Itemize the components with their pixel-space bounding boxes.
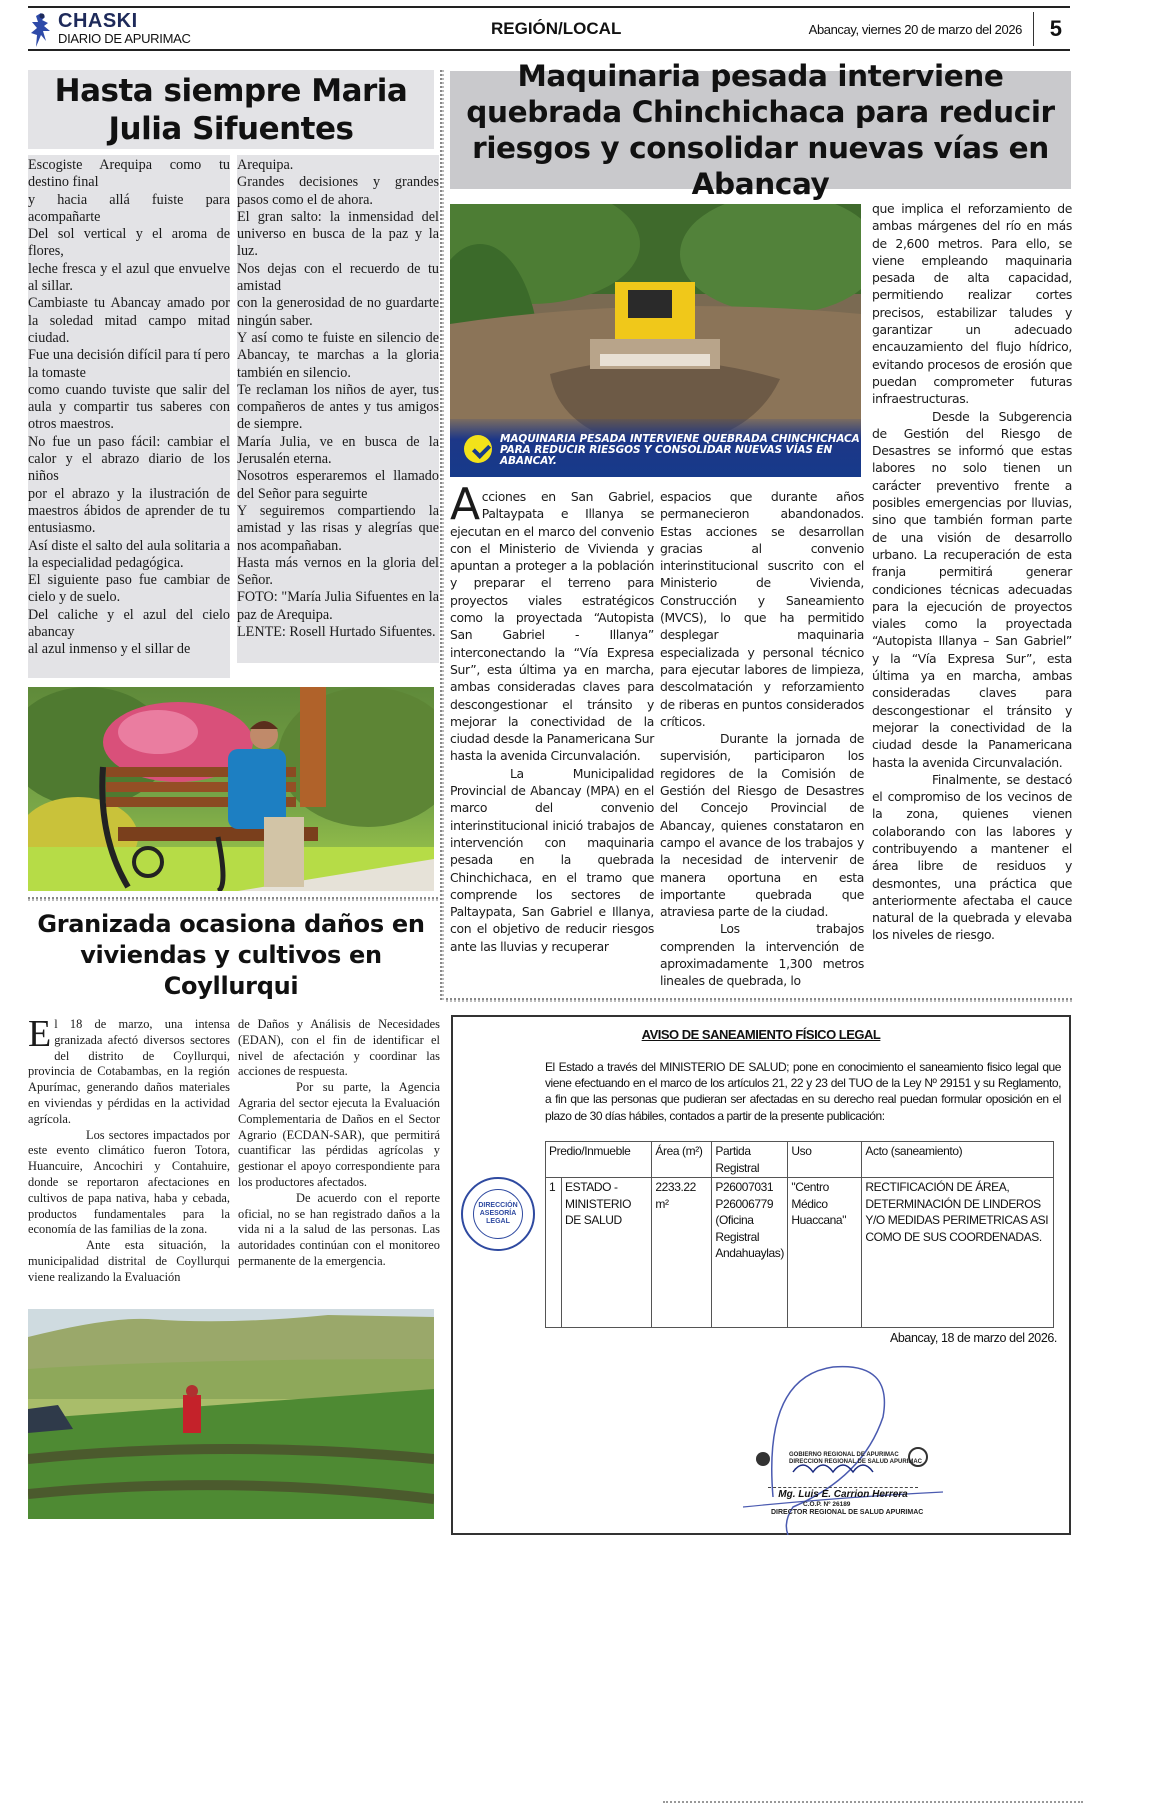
notice-date: Abancay, 18 de marzo del 2026. [889,1331,1057,1345]
drop-cap: A [450,479,480,530]
poem-line: El gran salto: la inmensidad del universo en busca de la paz y la luz. [237,208,439,260]
poem-line: y hacia allá fuiste para acompañarte [28,191,230,225]
column-header: Acto (saneamiento) [862,1142,1054,1178]
paragraph: Los trabajos comprenden la intervención de aproximadamente 1,300 metros lineales de quebrada, lo [660,921,864,989]
machinery-column-3 [872,200,1072,944]
masthead [28,6,1070,51]
paragraph: Desde la Subgerencia de Gestión del Riesgo de Desastres se informó que estas labores no solo tienen un carácter preventivo frente a posibles emergencias por lluvias, sino que también forman parte de una visión de desarrollo urbano. La recuperación de esta franja permitirá generar condiciones técnicas adecuadas para la ejecución de proyectos viales como la proyectada “Autopista Illanya – San Gabriel” y la “Vía Expresa Sur”, esta última ya en marcha, ambas consideradas claves para descongestionar el tránsito y mejorar la conectividad de la ciudad desde la Panamericana hasta la avenida Circunvalación. [872,408,1072,770]
bench-photo-image [28,687,434,891]
poem-line: No fue un paso fácil: cambiar el calor y el abrazo diario de los niños [28,433,230,485]
article-separator [28,897,438,901]
signature-block [743,1357,943,1535]
poem-column-1 [28,155,230,678]
property-table [545,1141,1054,1328]
paragraph: l 18 de marzo, una intensa granizada afectó diversos sectores del distrito de Coyllurqui, provincia de Cotabambas, en la región Apurímac, generando daños materiales en viviendas y pérdidas en la actividad agrícola. [28,1017,230,1126]
article-separator [446,998,1072,1002]
hail-column-1 [28,1013,230,1286]
row-number: 1 [546,1178,562,1328]
table-header-row [546,1142,1054,1178]
section-label: REGIÓN/LOCAL [491,19,622,38]
photo-credit: FOTO: "María Julia Sifuentes en la paz de Arequipa. [237,589,439,623]
poem-column-2 [237,155,439,663]
poem-line: Fue una decisión difícil para tí pero la tomaste [28,347,230,381]
poem-line: con la generosidad de no guardarte ningún saber. [237,295,439,329]
paragraph: Finalmente, se destacó el compromiso de los vecinos de la zona, quienes vienen colaborando con las labores y contribuyendo a mantener el área libre de residuos y desmontes, una práctica que anteriormente afectaba el cauce natural de la quebrada y elevaba los niveles de riesgo. [872,771,1072,943]
paragraph: Durante la jornada de supervisión, participaron los regidores de la Comisión de Gestión del Riesgo de Desastres del Concejo Provincial de Abancay, quienes constataron en campo el avance de los trabajos y la necesidad de intervenir de manera oportuna en esta importante quebrada que atraviesa parte de la ciudad. [660,731,864,920]
paragraph: espacios que durante años permanecieron abandonados. Estas acciones se desarrollan gracias al convenio interinstitucional suscrito con el Ministerio de Vivienda, Construcción y Saneamiento (MVCS), lo que ha permitido desplegar maquinaria especializada y personal técnico para ejecutar labores de limpieza, descolmatación y reforzamiento de riberas en puntos considerados críticos. [660,489,864,729]
poem-line: leche fresca y el azul que envuelve al sillar. [28,260,230,295]
lens-credit: LENTE: Rosell Hurtado Sifuentes. [237,624,436,641]
poem-line: como cuando tuviste que salir del aula y compartir tus saberes con otros maestros. [28,381,230,433]
poem-line: Nos dejas con el recuerdo de tu amistad [237,260,439,295]
paragraph: cciones en San Gabriel, Paltaypata e Illanya se ejecutan en el marco del convenio con el Ministerio de Vivienda y apuntan a proteger a la población y preparar el terreno para proyectos viales estratégicos como la proyectada “Autopista San Gabriel - Illanya” interconectando la “Vía Expresa Sur”, esta última ya en marcha, ambas consideradas claves para descongestionar el tránsito y mejorar la conectividad de la ciudad desde la Panamericana Sur hasta la avenida Circunvalación. [450,489,654,764]
poem-line: Cambiaste tu Abancay amado por la soledad mitad campo mitad ciudad. [28,295,230,346]
poem-line: Del sol vertical y el aroma de flores, [28,226,230,260]
column-header: Uso [788,1142,862,1178]
poem-line: por el abrazo y la ilustración de maestros ábidos de aprender de tu entusiasmo. [28,485,230,537]
chaski-runner-icon [28,11,54,49]
cell-acto: RECTIFICACIÓN DE ÁREA, DETERMINACIÓN DE LINDEROS Y/O MEDIDAS PERIMETRICAS ASI COMO DE SUS COORDENADAS. [862,1178,1054,1328]
poem-line: Hasta más vernos en la gloria del Señor. [237,554,439,589]
legal-advisory-stamp [461,1177,535,1251]
org-line: DIRECCION REGIONAL DE SALUD APURIMAC [789,1459,923,1465]
signatory-organization [789,1452,922,1466]
poem-line: El siguiente paso fue cambiar de cielo y de suelo. [28,572,230,606]
signatory-role: DIRECTOR REGIONAL DE SALUD APURIMAC [771,1509,924,1516]
column-separator [440,70,444,1000]
stamp-text: DIRECCIÓN ASESORÍA LEGAL [473,1189,523,1239]
signatory-name: Mg. Luis E. Carrion Herrera [768,1487,918,1500]
notice-body: El Estado a través del MINISTERIO DE SALUD; pone en conocimiento el saneamiento fisico legal que viene efectuando en el marco de los artículos 21, 22 y 23 del TUO de la Ley Nº 29151 y su Reglamento, a fin que las personas que pudieran ser afectadas en su derecho real puedan formular oposición en el plazo de 30 días hábiles, contados a partir de la presente publicación: [545,1060,1061,1123]
cell-area: 2233.22 m² [652,1178,712,1328]
photo-caption: MAQUINARIA PESADA INTERVIENE QUEBRADA CHINCHICHACA PARA REDUCIR RIESGOS Y CONSOLIDAR NUEVAS VÍAS EN ABANCAY. [500,433,860,467]
drop-cap: E [28,1013,52,1055]
logo-subtitle: DIARIO DE APURIMAC [58,31,191,46]
poem-line: al azul inmenso y el sillar de [28,641,191,658]
poem-line: Te reclaman los niños de ayer, tus compañeros de antes y tus amigos de siempre. [237,381,439,433]
paragraph: Los sectores impactados por este evento climático fueron Totora, Huancuire, Ancochiri y Contahuire, donde se reportaron afectaciones en cultivos de papa nativa, haba y cebada, productos fundamentales para la economía de las familias de la zona. [28,1127,230,1237]
column-header: Área (m²) [652,1142,712,1178]
paragraph: que implica el reforzamiento de ambas márgenes del río en más de 2,600 metros. Para ello, se viene empleando maquinaria pesada de alta capacidad, permitiendo realizar cortes precisos, estabilizar taludes y garantizar un adecuado encauzamiento del flujo hídrico, evitando procesos de erosión que puedan comprometer futuras infraestructuras. [872,201,1072,407]
page-footer-rule [663,1801,1083,1804]
hail-headline: Granizada ocasiona daños en viviendas y cultivos en Coyllurqui [37,910,425,1000]
cell-uso: "Centro Médico Huaccana" [788,1178,862,1328]
paragraph: Ante esta situación, la municipalidad distrital de Coyllurqui viene realizando la Evaluación [28,1238,230,1284]
poem-line: Nosotros esperaremos el llamado del Señor para seguirte [237,468,439,502]
cell-partida: P26007031 P26006779 (Oficina Registral Andahuaylas) [712,1178,788,1328]
paragraph: de Daños y Análisis de Necesidades (EDAN), con el fin de identificar el nivel de afectación y coordinar las acciones de respuesta. [238,1017,440,1079]
poem-line: Grandes decisiones y grandes pasos como el de ahora. [237,174,439,208]
poem-line: Así diste el salto del aula solitaria a la especialidad pedagógica. [28,537,230,571]
page-number: 5 [1049,16,1062,41]
table-row [546,1178,1054,1328]
poem-line: Y así como te fuiste en silencio de Abancay, te marchas a la gloria también en silencio. [237,329,439,381]
legal-notice [451,1015,1071,1535]
poem-headline: Hasta siempre Maria Julia Sifuentes [28,70,434,149]
machinery-column-2 [660,488,864,990]
cell-predio: ESTADO - MINISTERIO DE SALUD [562,1178,652,1328]
poem-line: Y seguiremos compartiendo la amistad y las risas y alegrías que nos acompañaban. [237,502,439,554]
paragraph: La Municipalidad Provincial de Abancay (MPA) en el marco del convenio interinstitucional inició trabajos de intervención con maquinaria pesada en la quebrada Chinchichaca, en el tramo que comprende los sectores de Paltaypata, San Gabriel e Illanya, con el objetivo de reducir riesgos ante las lluvias y recuperar [450,765,654,954]
header-divider [1033,12,1034,46]
poem-line: Escogiste Arequipa como tu destino final [28,157,230,191]
hail-column-2 [238,1017,440,1270]
photo-bulldozer [450,204,861,477]
newspaper-logo[interactable] [28,10,198,48]
machinery-column-1 [450,479,654,955]
paragraph: De acuerdo con el reporte oficial, no se han registrado daños a la vida ni a la salud de las personas. Las autoridades continúan con el monitoreo permanente de la emergencia. [238,1190,440,1268]
poem-line: Del caliche y el azul del cielo abancay [28,606,230,641]
issue-date: Abancay, viernes 20 de marzo del 2026 [808,22,1022,37]
crop-field-photo-image [28,1309,434,1519]
signatory-registration: C.O.P. Nº 26189 [803,1501,851,1508]
poem-line: María Julia, ve en busca de la Jerusalén eterna. [237,433,439,468]
logo-title: CHASKI [58,10,138,32]
photo-crop-field [28,1309,434,1519]
photo-caption-banner [450,419,861,477]
photo-woman-on-bench [28,687,434,891]
checkmark-icon [464,435,492,463]
column-header: Predio/Inmueble [546,1142,652,1178]
org-line: GOBIERNO REGIONAL DE APURIMAC [789,1452,899,1458]
paragraph: Por su parte, la Agencia Agraria del sector ejecuta la Evaluación Complementaria de Daños en el Sector Agrario (ECDAN-SAR), que permitirá cuantificar las pérdidas agrícolas y gestionar el apoyo correspondiente para los productores afectados. [238,1080,440,1189]
notice-title: AVISO DE SANEAMIENTO FÍSICO LEGAL [641,1027,881,1042]
poem-line: Arequipa. [237,157,294,173]
column-header: Partida Registral [712,1142,788,1178]
machinery-headline: Maquinaria pesada interviene quebrada Chinchichaca para reducir riesgos y consolidar nuevas vías en Abancay [450,71,1071,189]
